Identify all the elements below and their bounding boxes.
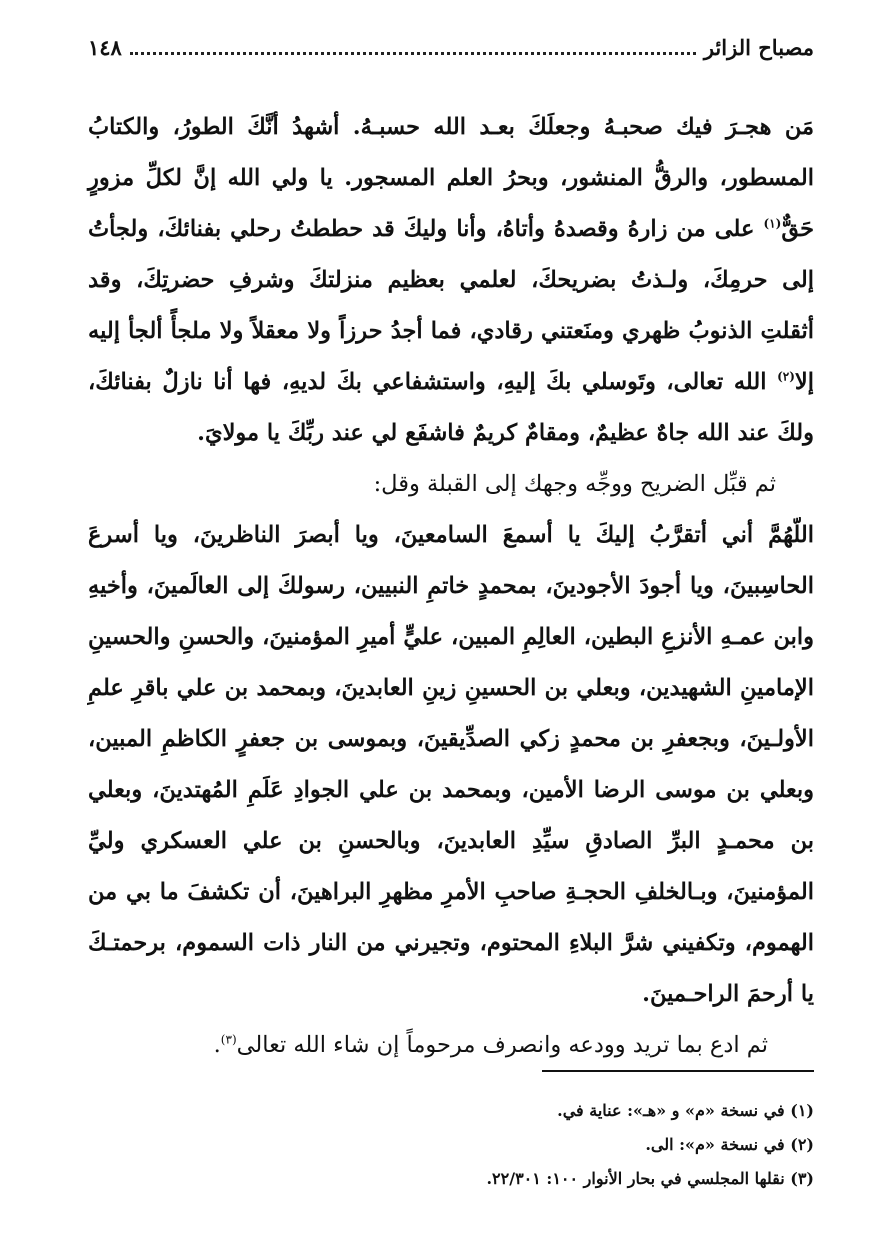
supplication-paragraph: اللّهُمَّ أني أتقرَّبُ إليكَ يا أسمعَ السامعينَ، ويا أبصرَ الناظرينَ، ويا أسرعَ الحاسِبينَ، ويا أجودَ الأجودينَ، بمحمدٍ خاتمِ النبيين، رسولكَ إلى العالَمينَ، وأخيهِ وابن عمـهِ الأنزعِ البطين، العالِمِ المبين، عليٍّ أميرِ المؤمنينَ، والحسنِ والحسينِ الإمامينِ الشهيدين، وبعلي بن الحسينِ زينِ العابدينَ، وبمحمد بن علي باقرِ علمِ الأولـينَ، وبجعفرِ بن محمدٍ زكي الصدِّيقينَ، وبموسى بن جعفرٍ الكاظمِ المبين، وبعلي بن موسى الرضا الأمين، وبمحمد بن علي الجوادِ عَلَمِ المُهتدينَ، وبعلي بن محمـدٍ البرِّ الصادقِ سيِّدِ العابدينَ، وبالحسنِ بن علي العسكري وليِّ المؤمنينَ، وبـالخلفِ الحجـةِ صاحبِ الأمرِ مظهرِ البراهينَ، أن تكشفَ ما بي من الهموم، وتكفيني شرَّ البلاءِ المحتوم، وتجيرني من النار ذات السموم، برحمتـكَ يا أرحمَ الراحـمينَ. [88,522,814,1007]
footnote-3: (٣) نقلها المجلسي في بحار الأنوار ١٠٠: ٢٢/٣٠١. [486,1169,814,1188]
footnote-ref-1: (١) [763,216,782,231]
footnote-divider [542,1070,814,1072]
book-title: مصباح الزائر [703,34,814,60]
footnote-1: (١) في نسخة «م» و «هـ»: عناية في. [557,1101,814,1120]
ziyarah-paragraph [88,102,814,459]
ziyarah-text-part-3: الله تعالى، وتَوسلي بكَ إليهِ، واستشفاعي بكَ لديهِ، فها أنا نازلٌ بفنائكَ، ولكَ عند الله جاهٌ عظيمٌ، ومقامٌ كريمٌ فاشفَع لي عند ربِّكَ يا مولايَ. [88,369,814,446]
book-page [88,30,814,1230]
page-number: ١٤٨ [88,34,122,60]
running-head [88,30,814,64]
closing-period: . [213,1032,221,1058]
main-text [88,102,814,1071]
footnote-2: (٢) في نسخة «م»: الى. [645,1135,814,1154]
ziyarah-text-part-2: على من زارهُ وقصدهُ وأتاهُ، وأنا وليكَ قد حططتُ رحلي بفنائكَ، ولجأتُ إلى حرمِكَ، ولـذتُ بضريحكَ، لعلمي بعظيم منزلتكَ وشرفِ حضرتِكَ، وقد أثقلتِ الذنوبُ ظهري ومنَعتني رقادي، فما أجدُ حرزاً ولا معقلاً ولا ملجأً ألجأ إليه إلا [88,216,814,395]
closing-paragraph [88,1020,814,1071]
dot-leader [130,52,696,55]
ziyarah-text-part-1: مَن هجـرَ فيك صحبـهُ وجعلَكَ بعـد الله حسبـهُ. أشهدُ أنَّكَ الطورُ، والكتابُ المسطور، والرقُّ المنشور، وبحرُ العلم المسجور. يا ولي الله إنَّ لكلِّ مزورٍ حَقٌّ [88,114,814,242]
footnote-ref-3: (٣) [220,1032,237,1047]
closing-text: ثم ادع بما تريد وودعه وانصرف مرحوماً إن شاء الله تعالى [236,1032,768,1058]
footnotes [88,1094,814,1196]
footnote-ref-2: (٢) [777,369,795,384]
instruction-paragraph: ثم قبِّل الضريح ووجِّه وجهك إلى القبلة وقل: [373,471,776,497]
